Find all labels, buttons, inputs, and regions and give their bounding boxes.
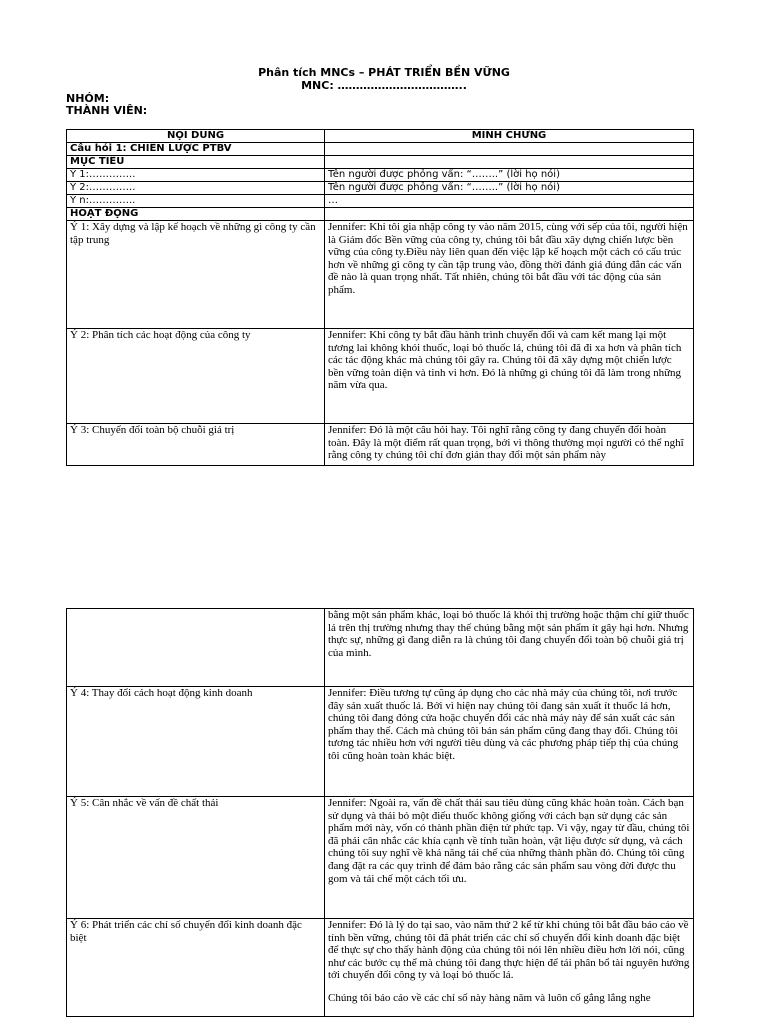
continuation-evidence: bằng một sản phẩm khác, loại bỏ thuốc lá khỏi thị trường hoặc thậm chí giữ thuốc lá trên thị trường nhưng thay thế chúng bằng một sản phẩm ít gây hại hơn. Nhưng thực sự, những gì đang diễn ra là chúng tôi đang chuyển đổi toàn bộ chuỗi giá trị của mình. [325, 609, 694, 687]
document-title: Phân tích MNCs – PHÁT TRIỂN BỀN VỮNG [258, 66, 510, 79]
header-content: NỘI DUNG [67, 130, 325, 143]
table-row [67, 195, 694, 208]
activity-evidence-extra: Chúng tôi báo cáo về các chỉ số này hàng năm và luôn cố gắng lắng nghe [328, 991, 651, 1004]
members-label: THÀNH VIÊN: [66, 104, 148, 117]
activity-item: Ý 4: Thay đổi cách hoạt động kinh doanh [67, 687, 325, 797]
empty-cell [325, 208, 694, 221]
empty-cell [325, 143, 694, 156]
goal-item: Ý 2:………….. [67, 182, 325, 195]
activity-item: Ý 6: Phát triển các chỉ số chuyển đổi kinh doanh đặc biệt [67, 919, 325, 1017]
table-row [67, 424, 694, 466]
activity-item: Ý 2: Phân tích các hoạt động của công ty [67, 329, 325, 424]
table-row [67, 169, 694, 182]
activity-evidence: Jennifer: Ngoài ra, vấn đề chất thải sau tiêu dùng cũng khác hoàn toàn. Cách bạn sử dụng và thải bỏ một điếu thuốc không giống với cách bạn sử dụng các sản phẩm mới này, vốn có thành phần điện tử phức tạp. Vì vậy, ngay từ đầu, chúng tôi đã phải cân nhắc các khía cạnh về tính tuần hoàn, vật liệu được sử dụng, và cách chúng tôi suy nghĩ về khả năng tái chế của những thành phần đó. Chúng tôi cũng đang đặt ra các quy trình để đảm bảo rằng các sản phẩm sau vòng đời được thu gom và tái chế một cách tối ưu. [325, 797, 694, 919]
section-activities-label: HOẠT ĐỘNG [67, 208, 325, 221]
activity-item: Ý 1: Xây dựng và lập kế hoạch về những gì công ty cần tập trung [67, 221, 325, 329]
table-row [67, 329, 694, 424]
activity-evidence: Jennifer: Khi tôi gia nhập công ty vào năm 2015, cùng với sếp của tôi, người hiện là Giám đốc Bền vững của công ty, chúng tôi bắt đầu xây dựng chiến lược bền vững của công ty.Điều này liên quan đến việc lập kế hoạch một cách có cấu trúc hơn về những gì công ty cần tập trung vào, đồng thời đánh giá đúng đắn các vấn đề nào là quan trọng nhất. Tất nhiên, chúng tôi bắt đầu với tác động của sản phẩm. [325, 221, 694, 329]
empty-cell [325, 156, 694, 169]
section-goals-label: MỤC TIÊU [67, 156, 325, 169]
empty-cell [67, 609, 325, 687]
group-label: NHÓM: [66, 92, 110, 105]
activity-item: Ý 5: Cân nhắc về vấn đề chất thải [67, 797, 325, 919]
analysis-table-page2 [66, 608, 694, 1017]
question-1-label: Câu hỏi 1: CHIẾN LƯỢC PTBV [67, 143, 325, 156]
question-row [67, 143, 694, 156]
document-subtitle: MNC: …………………………….. [301, 79, 467, 92]
section-row [67, 208, 694, 221]
activity-evidence-cell [325, 424, 694, 466]
activity-item: Ý 3: Chuyển đổi toàn bộ chuỗi giá trị [67, 424, 325, 466]
goal-item: Ý n:………….. [67, 195, 325, 208]
header-evidence: MINH CHỨNG [325, 130, 694, 143]
goal-evidence: Tên người được phỏng vấn: “……..” (lời họ nói) [325, 182, 694, 195]
table-row [67, 182, 694, 195]
activity-evidence-cell [325, 919, 694, 1017]
activity-evidence: Jennifer: Đó là một câu hỏi hay. Tôi nghĩ rằng công ty đang chuyển đổi hoàn toàn. Đây là một điểm rất quan trọng, bởi vì thông thường mọi người có thể nghĩ rằng công ty chúng tôi chỉ đơn giản thay đổi một sản phẩm này [328, 424, 684, 462]
table-row [67, 221, 694, 329]
activity-evidence: Jennifer: Điều tương tự cũng áp dụng cho các nhà máy của chúng tôi, nơi trước đây sản xuất thuốc lá. Bởi vì hiện nay chúng tôi đang sản xuất ít thuốc lá hơn, chúng tôi đang đóng cửa hoặc chuyển đổi các nhà máy này để sản xuất các sản phẩm thay thế. Cách mà chúng tôi bán sản phẩm cũng đang thay đổi. Chúng tôi tương tác nhiều hơn với người tiêu dùng và các phương pháp tiếp thị của chúng tôi cũng hoàn toàn khác biệt. [325, 687, 694, 797]
table-row [67, 919, 694, 1017]
table-row [67, 609, 694, 687]
activity-evidence: Jennifer: Đó là lý do tại sao, vào năm thứ 2 kể từ khi chúng tôi bắt đầu báo cáo về tính bền vững, chúng tôi đã phát triển các chỉ số chuyển đổi kinh doanh đặc biệt để thực sự cho thấy hành động của chúng tôi nói lên nhiều điều hơn lời nói, cũng như các bước cụ thể mà chúng tôi đang thực hiện để tái phân bổ tài nguyên hướng tới chuyển đổi công ty và loại bỏ thuốc lá. [328, 919, 690, 982]
analysis-table-page1 [66, 129, 694, 466]
goal-evidence: Tên người được phỏng vấn: “……..” (lời họ nói) [325, 169, 694, 182]
goal-item: Ý 1:………….. [67, 169, 325, 182]
table-header-row [67, 130, 694, 143]
section-row [67, 156, 694, 169]
activity-evidence: Jennifer: Khi công ty bắt đầu hành trình chuyển đổi và cam kết mang lại một tương lai không khói thuốc, loại bỏ thuốc lá, chúng tôi đã đi xa hơn và phân tích các tác động khác mà chúng tôi gây ra. Chúng tôi đã xây dựng một chiến lược bền vững toàn diện và tinh vi hơn. Đó là những gì chúng tôi đã làm trong những năm vừa qua. [325, 329, 694, 424]
goal-evidence: … [325, 195, 694, 208]
table-row [67, 797, 694, 919]
table-row [67, 687, 694, 797]
